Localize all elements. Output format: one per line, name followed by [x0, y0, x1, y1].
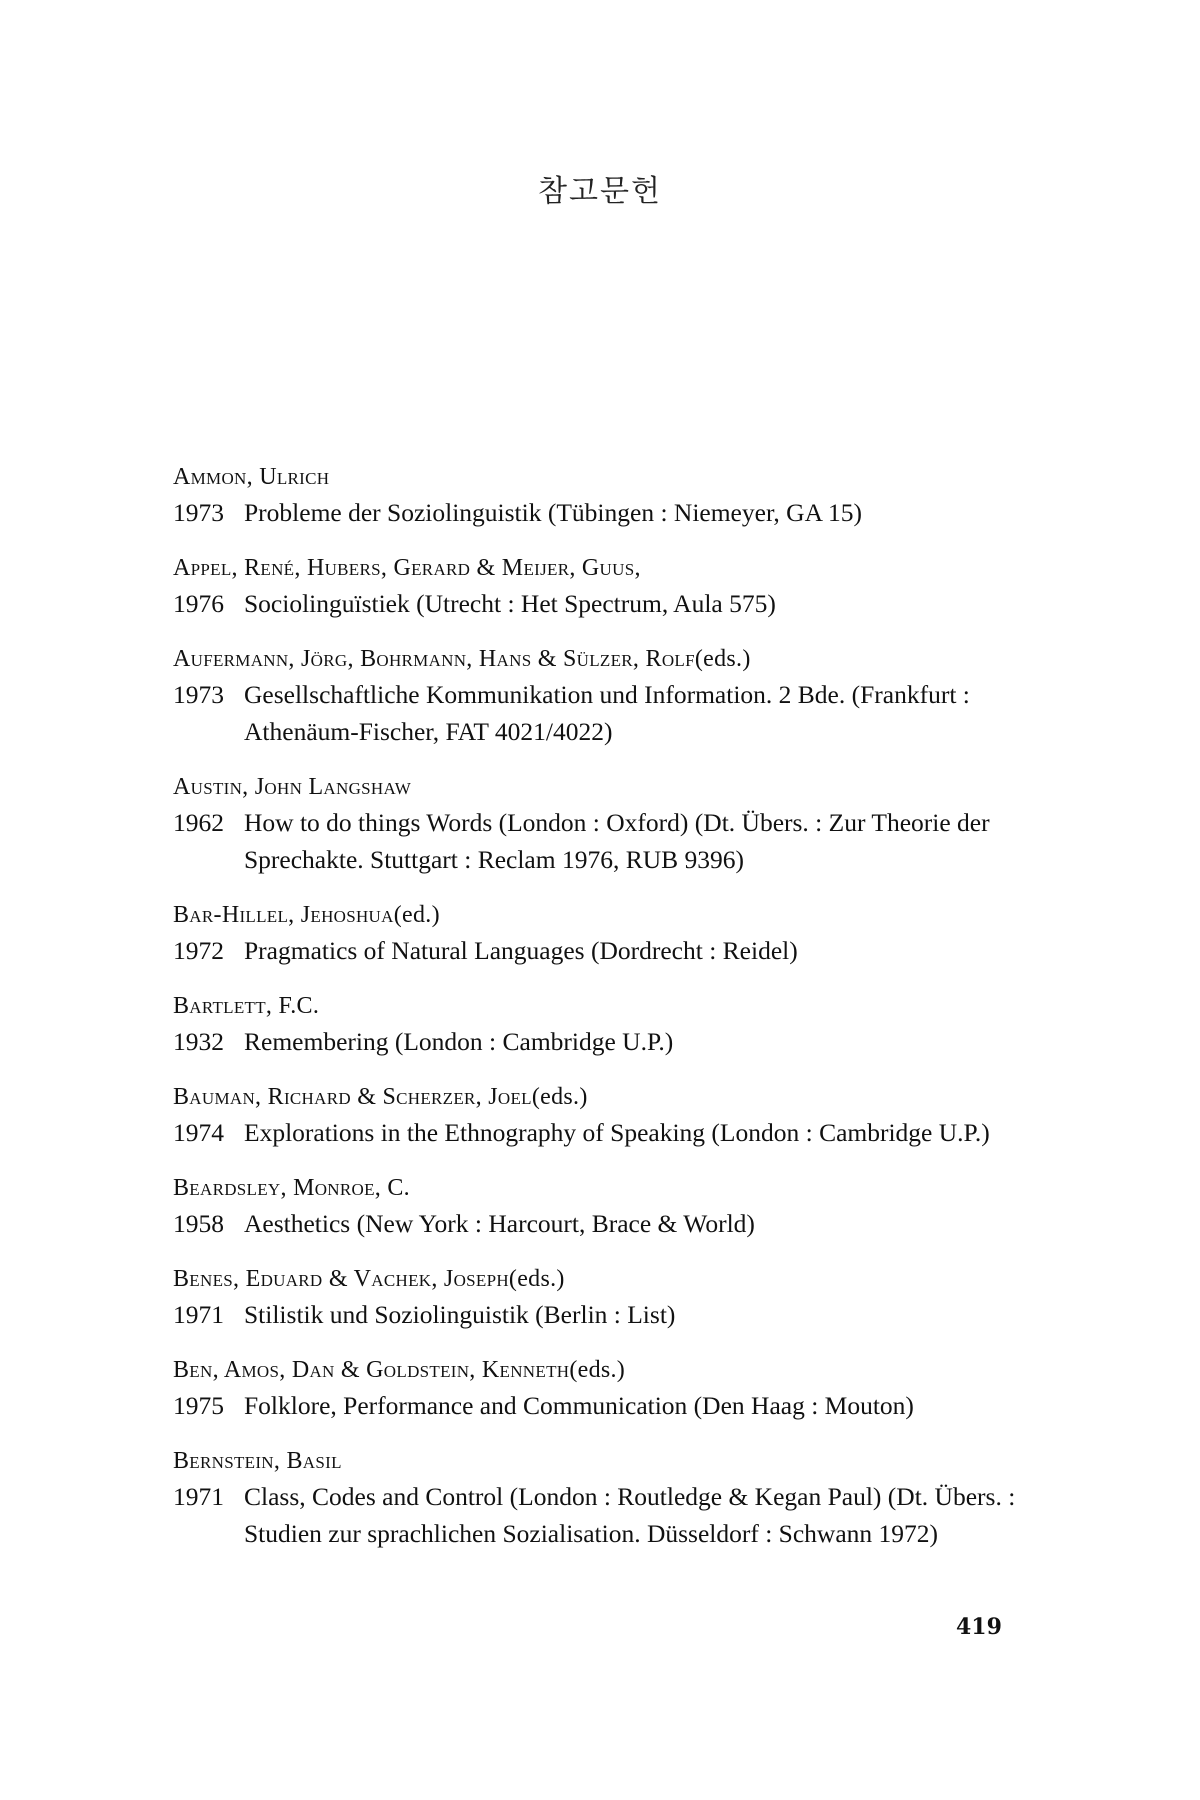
bibliography-entry	[173, 1262, 1043, 1333]
page-number: 419	[956, 1614, 1002, 1640]
entry-year: 1975	[173, 1391, 224, 1420]
entry-work	[173, 1478, 1043, 1552]
author-name: Benes, Eduard & Vachek, Joseph	[173, 1266, 509, 1292]
author-name: Aufermann, Jörg, Bohrmann, Hans & Sülzer, Rolf	[173, 646, 695, 672]
entry-year: 1962	[173, 808, 224, 837]
entry-work	[173, 1114, 1043, 1151]
entry-author	[173, 1444, 1043, 1478]
bibliography-entry	[173, 1171, 1043, 1242]
bibliography-entry	[173, 551, 1043, 622]
entry-year: 1974	[173, 1118, 224, 1147]
author-name: Bartlett, F.C.	[173, 993, 320, 1019]
entry-year: 1972	[173, 936, 224, 965]
entry-work	[173, 1023, 1043, 1060]
entry-year: 1973	[173, 498, 224, 527]
entry-year: 1973	[173, 680, 224, 709]
entry-author	[173, 770, 1043, 804]
entry-author	[173, 460, 1043, 494]
entry-author	[173, 989, 1043, 1023]
entry-year: 1932	[173, 1027, 224, 1056]
bibliography-entry	[173, 1080, 1043, 1151]
bibliography-entry	[173, 1444, 1043, 1552]
author-name: Austin, John Langshaw	[173, 774, 412, 800]
entry-work	[173, 932, 1043, 969]
author-name: Ammon, Ulrich	[173, 464, 330, 490]
entry-title: Probleme der Soziolinguistik (Tübingen : Niemeyer, GA 15)	[244, 498, 862, 527]
bibliography-list	[173, 460, 1043, 1572]
author-name: Bar-Hillel, Jehoshua	[173, 902, 394, 928]
entry-title: Class, Codes and Control (London : Routledge & Kegan Paul) (Dt. Übers. : Studien zur sprachlichen Sozialisation. Düsseldorf : Schwann 1972)	[244, 1482, 1016, 1548]
entry-work	[173, 1387, 1043, 1424]
entry-title: Folklore, Performance and Communication (Den Haag : Mouton)	[244, 1391, 914, 1420]
author-role: (eds.)	[569, 1357, 626, 1383]
author-name: Appel, René, Hubers, Gerard & Meijer, Guus,	[173, 555, 641, 581]
author-role: (ed.)	[393, 902, 440, 928]
entry-author	[173, 1262, 1043, 1296]
author-role: (eds.)	[694, 646, 751, 672]
bibliography-entry	[173, 460, 1043, 531]
author-name: Ben, Amos, Dan & Goldstein, Kenneth	[173, 1357, 570, 1383]
bibliography-entry	[173, 989, 1043, 1060]
entry-title: How to do things Words (London : Oxford) (Dt. Übers. : Zur Theorie der Sprechakte. Stuttgart : Reclam 1976, RUB 9396)	[244, 808, 990, 874]
entry-author	[173, 1171, 1043, 1205]
entry-title: Pragmatics of Natural Languages (Dordrecht : Reidel)	[244, 936, 798, 965]
entry-author	[173, 1353, 1043, 1387]
author-name: Bernstein, Basil	[173, 1448, 342, 1474]
entry-year: 1971	[173, 1482, 224, 1511]
entry-work	[173, 676, 1043, 750]
entry-title: Sociolinguïstiek (Utrecht : Het Spectrum, Aula 575)	[244, 589, 776, 618]
entry-title: Explorations in the Ethnography of Speaking (London : Cambridge U.P.)	[244, 1118, 990, 1147]
entry-year: 1971	[173, 1300, 224, 1329]
entry-work	[173, 585, 1043, 622]
entry-work	[173, 1205, 1043, 1242]
entry-year: 1976	[173, 589, 224, 618]
bibliography-entry	[173, 770, 1043, 878]
entry-author	[173, 1080, 1043, 1114]
entry-title: Stilistik und Soziolinguistik (Berlin : List)	[244, 1300, 676, 1329]
bibliography-entry	[173, 1353, 1043, 1424]
author-role: (eds.)	[508, 1266, 565, 1292]
entry-work	[173, 494, 1043, 531]
entry-author	[173, 551, 1043, 585]
author-name: Beardsley, Monroe, C.	[173, 1175, 410, 1201]
entry-work	[173, 804, 1043, 878]
author-name: Bauman, Richard & Scherzer, Joel	[173, 1084, 532, 1110]
bibliography-entry	[173, 898, 1043, 969]
entry-title: Aesthetics (New York : Harcourt, Brace & World)	[244, 1209, 755, 1238]
entry-year: 1958	[173, 1209, 224, 1238]
entry-title: Remembering (London : Cambridge U.P.)	[244, 1027, 674, 1056]
entry-author	[173, 642, 1043, 676]
entry-work	[173, 1296, 1043, 1333]
page-title: 참고문헌	[538, 174, 662, 209]
entry-author	[173, 898, 1043, 932]
author-role: (eds.)	[531, 1084, 588, 1110]
entry-title: Gesellschaftliche Kommunikation und Information. 2 Bde. (Frankfurt : Athenäum-Fischer, FAT 4021/4022)	[244, 680, 970, 746]
bibliography-entry	[173, 642, 1043, 750]
